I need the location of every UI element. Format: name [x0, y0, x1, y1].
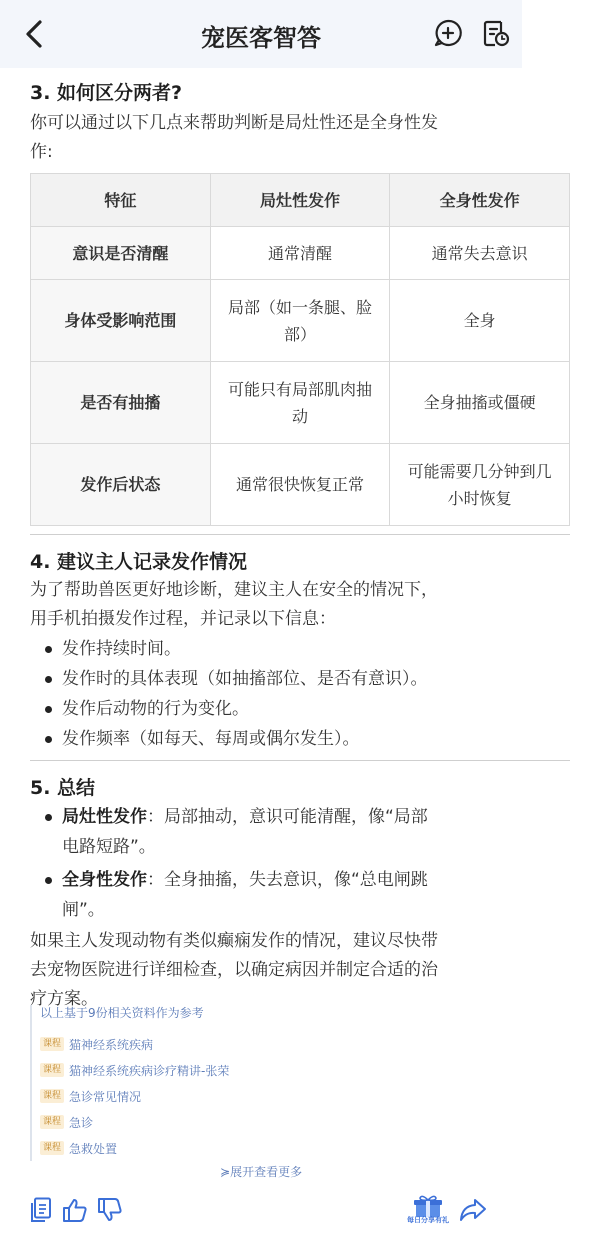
- course-tag: 课程: [40, 1089, 64, 1103]
- table-cell: 可能需要几分钟到几小时恢复: [390, 444, 570, 526]
- answer-content: [30, 78, 570, 1014]
- reference-title: 急诊常见情况: [69, 1089, 142, 1104]
- table-cell: 身体受影响范围: [31, 280, 211, 362]
- share-label: 每日分享有礼: [407, 1216, 449, 1224]
- course-tag: 课程: [40, 1141, 64, 1155]
- table-cell: 意识是否清醒: [31, 227, 211, 280]
- reference-link[interactable]: [40, 1109, 360, 1135]
- section3-heading: 3. 如何区分两者?: [30, 82, 183, 104]
- course-tag: 课程: [40, 1037, 64, 1051]
- table-cell: 全身抽搐或僵硬: [390, 362, 570, 444]
- table-row: [31, 227, 570, 280]
- new-chat-icon[interactable]: [433, 18, 463, 48]
- table-cell: 可能只有局部肌肉抽动: [210, 362, 390, 444]
- table-cell: 通常清醒: [210, 227, 390, 280]
- copy-icon[interactable]: [30, 1197, 52, 1223]
- list-item: 局灶性发作：局部抽动，意识可能清醒，像“局部 电路短路”。: [30, 802, 570, 862]
- top-bar: [0, 0, 522, 68]
- daily-share-gift[interactable]: [400, 1195, 456, 1225]
- history-icon[interactable]: [481, 18, 511, 48]
- table-row: [31, 280, 570, 362]
- list-item: 全身性发作：全身抽搐，失去意识，像“总电闸跳 闸”。: [30, 865, 570, 925]
- table-cell: 是否有抽搐: [31, 362, 211, 444]
- reference-title: 猫神经系统疾病诊疗精讲-张荣: [69, 1063, 230, 1078]
- table-cell: 通常失去意识: [390, 227, 570, 280]
- record-list: [30, 634, 570, 754]
- gift-icon: [400, 1195, 456, 1217]
- expand-more-link[interactable]: ≽展开查看更多: [220, 1165, 303, 1179]
- reference-link[interactable]: [40, 1083, 360, 1109]
- table-cell: 局部（如一条腿、脸部）: [210, 280, 390, 362]
- conclusion-text: 如果主人发现动物有类似癫痫发作的情况，建议尽快带 去宠物医院进行详细检查，以确定病因并制定合适的治 疗方案。: [30, 931, 438, 1009]
- section5-heading: 5. 总结: [30, 777, 96, 799]
- reference-title: 急救处置: [69, 1141, 118, 1156]
- comparison-table: [30, 173, 570, 526]
- section4-intro: 为了帮助兽医更好地诊断，建议主人在安全的情况下， 用手机拍摄发作过程，并记录以下信息：: [30, 580, 438, 629]
- list-item: 发作频率（如每天、每周或偶尔发生）。: [30, 724, 570, 754]
- reference-link[interactable]: [40, 1031, 360, 1057]
- reference-title: 急诊: [69, 1115, 94, 1130]
- share-icon[interactable]: [459, 1197, 487, 1223]
- list-item: 发作时的具体表现（如抽搐部位、是否有意识）。: [30, 664, 570, 694]
- divider: [30, 534, 570, 535]
- course-tag: 课程: [40, 1063, 64, 1077]
- section3-intro: 你可以通过以下几点来帮助判断是局灶性还是全身性发 作:: [30, 113, 438, 162]
- table-cell: 发作后状态: [31, 444, 211, 526]
- divider: [30, 760, 570, 761]
- table-header: 局灶性发作: [210, 174, 390, 227]
- table-cell: 通常很快恢复正常: [210, 444, 390, 526]
- summary-list: [30, 802, 570, 925]
- course-tag: 课程: [40, 1115, 64, 1129]
- reference-title: 猫神经系统疾病: [69, 1037, 154, 1052]
- table-header: 全身性发作: [390, 174, 570, 227]
- list-item: 发作后动物的行为变化。: [30, 694, 570, 724]
- references-header: 以上基于9份相关资料作为参考: [40, 1006, 204, 1020]
- references-panel: [30, 1005, 360, 1161]
- thumbs-up-icon[interactable]: [62, 1197, 88, 1223]
- table-row: [31, 362, 570, 444]
- table-row: [31, 444, 570, 526]
- table-header-row: [31, 174, 570, 227]
- chevron-down-icon: ≽: [220, 1165, 231, 1179]
- page-title: 宠医客智答: [201, 24, 321, 52]
- reference-link[interactable]: [40, 1057, 360, 1083]
- list-item: 发作持续时间。: [30, 634, 570, 664]
- table-header: 特征: [31, 174, 211, 227]
- table-cell: 全身: [390, 280, 570, 362]
- thumbs-down-icon[interactable]: [97, 1197, 123, 1223]
- section4-heading: 4. 建议主人记录发作情况: [30, 551, 248, 573]
- reference-link[interactable]: [40, 1135, 360, 1161]
